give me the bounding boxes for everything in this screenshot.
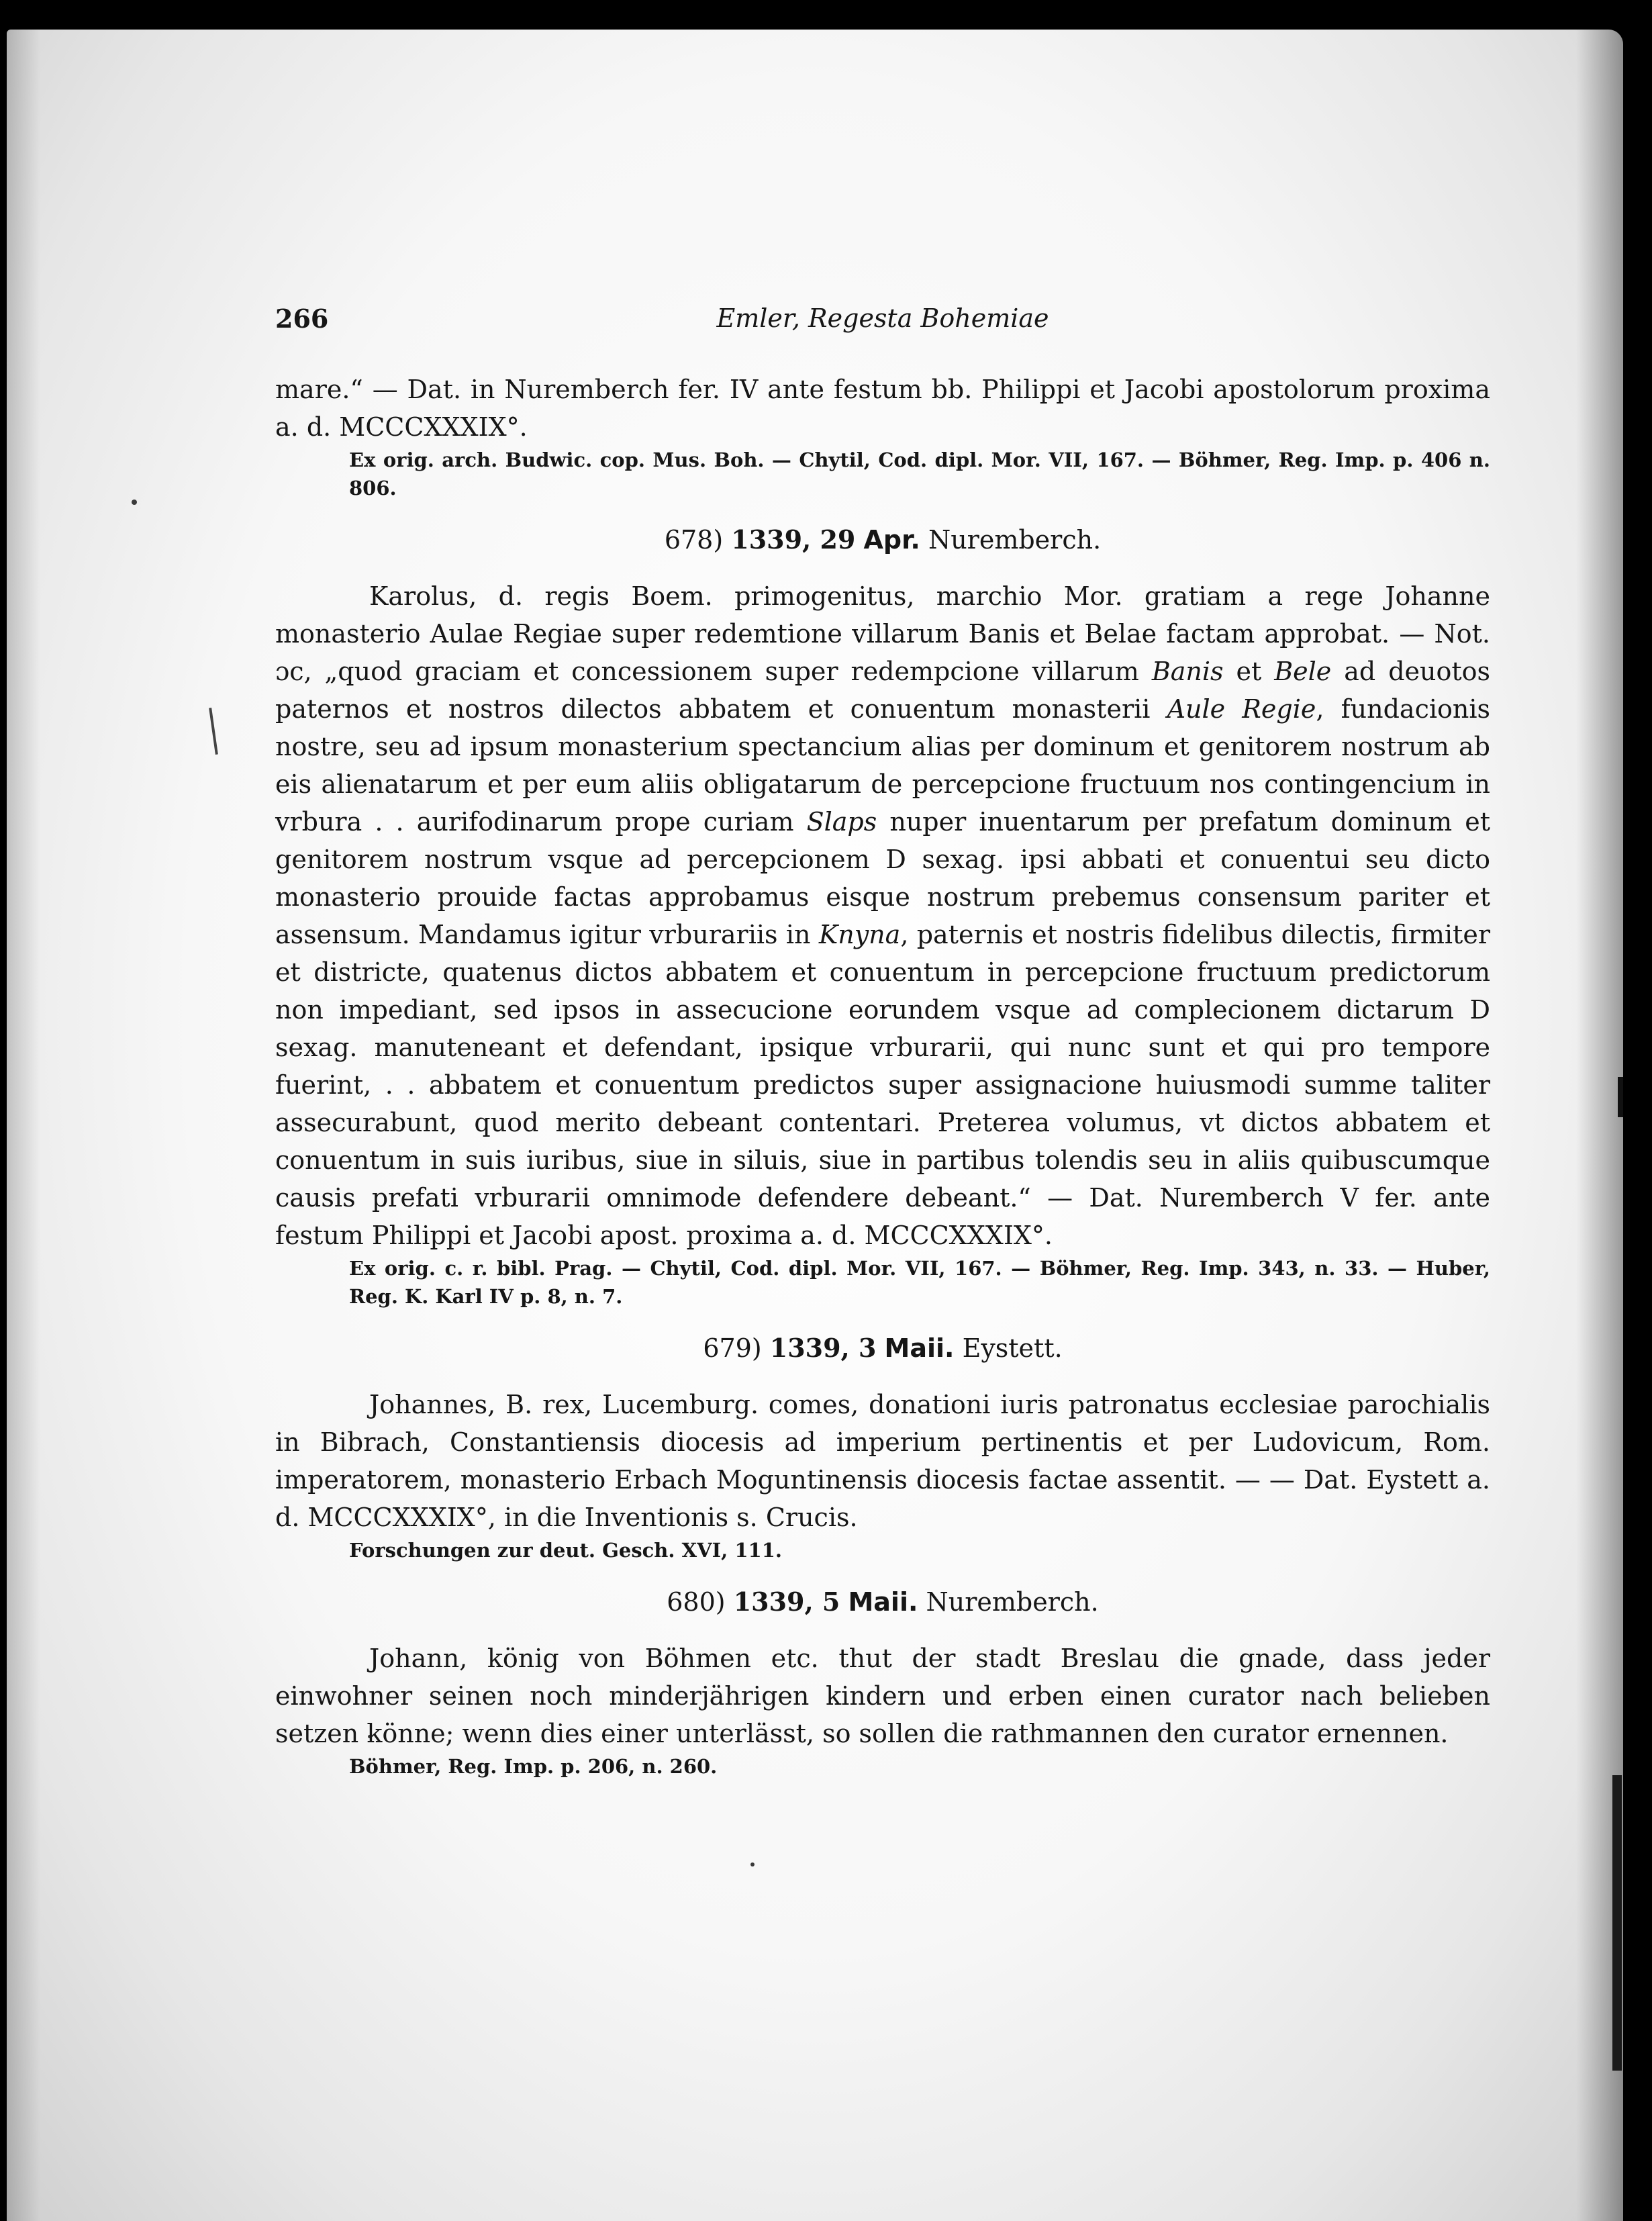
margin-pencil-mark (209, 708, 218, 755)
entry-text-italic: Bele (1274, 657, 1332, 686)
entry-text: Johann, könig von Böhmen etc. thut der stadt Breslau die gnade, dass jeder einwohner seinen noch minderjährigen kindern und erben einen curator nach belieben setzen könne; wenn dies einer unterlässt, so sollen die rathmannen den curator ernennen. (275, 1644, 1490, 1748)
entry-heading (275, 521, 1490, 559)
entry-text-part: , fundacionis nostre, seu ad ipsum monasterium spectancium alias per dominum et genitorem nostrum ab eis alienatarum et per eum aliis obligatarum de percepcione fructuum nos contingencium in vrbura . . aurifodinarum prope curiam (275, 694, 1491, 837)
right-edge-mark (1612, 1775, 1622, 2071)
entry-text-part: et (1223, 657, 1275, 686)
dust-speck (132, 500, 137, 505)
dust-speck (750, 1862, 755, 1866)
entry-text-part: nuper inuentarum per prefatum dominum et genitorem nostrum vsque ad percepcionem D sexag. ipsi abbati et conuentui seu dicto monasterio prouide factas approbamus eisque nostrum prebemus consensum pariter et assensum. Mandamus igitur vrburariis in (275, 807, 1490, 949)
entry-month: Maii. (884, 1333, 955, 1363)
entry-month: Maii. (848, 1587, 918, 1617)
entry-heading (275, 1329, 1490, 1367)
entry-text-italic: Slaps (806, 807, 877, 837)
entry-text-part: Karolus, d. regis Boem. primogenitus, marchio Mor. gratiam a rege Johanne monasterio Aulae Regiae super redemtione villarum Banis et Belae factam approbat. — Not. ɔc, „quod graciam et concessionem super redempcione villarum (275, 581, 1490, 686)
entry-text-italic: Aule Regie (1167, 694, 1316, 724)
page-body (275, 371, 1490, 1781)
entry-text (275, 577, 1490, 1254)
page-number: 266 (275, 303, 329, 334)
left-edge-shadow (7, 30, 40, 2221)
entry-text: Johannes, B. rex, Lucemburg. comes, donationi iuris patronatus ecclesiae parochialis in Bibrach, Constantiensis diocesis ad imperium pertinentis et per Ludovicum, Rom. imperatorem, monasterio Erbach Moguntinensis diocesis factae assentit. — — Dat. Eystett a. d. MCCCXXXIX°, in die Inventionis s. Crucis. (275, 1390, 1490, 1532)
entry-text-italic: Knyna (818, 920, 901, 949)
running-head: Emler, Regesta Bohemiae (716, 303, 1049, 333)
entry-place: Nuremberch. (926, 1587, 1099, 1617)
entry-heading (275, 1583, 1490, 1621)
document-page (7, 30, 1623, 2221)
entry-number: 679) (703, 1333, 762, 1363)
page-header (275, 298, 1490, 338)
entry-place: Nuremberch. (928, 525, 1102, 555)
entry-number: 680) (667, 1587, 726, 1617)
entry-source: Ex orig. c. r. bibl. Prag. — Chytil, Cod. dipl. Mor. VII, 167. — Böhmer, Reg. Imp. 343, n. 33. — Huber, Reg. K. Karl IV p. 8, n. 7. (349, 1257, 1490, 1308)
continuation-text: mare.“ — Dat. in Nuremberch fer. IV ante festum bb. Philippi et Jacobi apostolorum proxima a. d. MCCCXXXIX°. (275, 375, 1490, 442)
right-edge-mark (1618, 1077, 1623, 1117)
entry-text-italic: Banis (1151, 657, 1224, 686)
entry-month: Apr. (863, 525, 920, 555)
entry-text-part: ad deuotos paternos et nostros dilectos abbatem et conuentum monasterii (275, 657, 1491, 724)
entry-place: Eystett. (962, 1333, 1063, 1363)
entry-number: 678) (664, 525, 724, 555)
entry-source: Böhmer, Reg. Imp. p. 206, n. 260. (349, 1755, 718, 1778)
entry-date: 1339, 3 (769, 1333, 877, 1363)
continuation-source: Ex orig. arch. Budwic. cop. Mus. Boh. — Chytil, Cod. dipl. Mor. VII, 167. — Böhmer, Reg. Imp. p. 406 n. 806. (349, 448, 1490, 500)
entry-text-part: , paternis et nostris fidelibus dilectis, firmiter et districte, quatenus dictos abbatem et conuentum in percepcione fructuum predictorum non impediant, sed ipsos in assecucione eorundem vsque ad complecionem dictarum D sexag. manuteneant et defendant, ipsique vrburarii, qui nunc sunt et qui pro tempore fuerint, . . abbatem et conuentum predictos super assignacione huiusmodi summe taliter assecurabunt, quod merito debeant contentari. Preterea volumus, vt dictos abbatem et conuentum in suis iuribus, siue in siluis, siue in partibus tolendis seu in aliis quibuscumque causis prefati vrburarii omnimode defendere debeant.“ — Dat. Nuremberch V fer. ante festum Philippi et Jacobi apost. proxima a. d. MCCCXXXIX°. (275, 920, 1490, 1250)
entry-date: 1339, 5 (733, 1587, 840, 1617)
entry-date: 1339, 29 (731, 524, 856, 555)
entry-source: Forschungen zur deut. Gesch. XVI, 111. (349, 1539, 782, 1562)
